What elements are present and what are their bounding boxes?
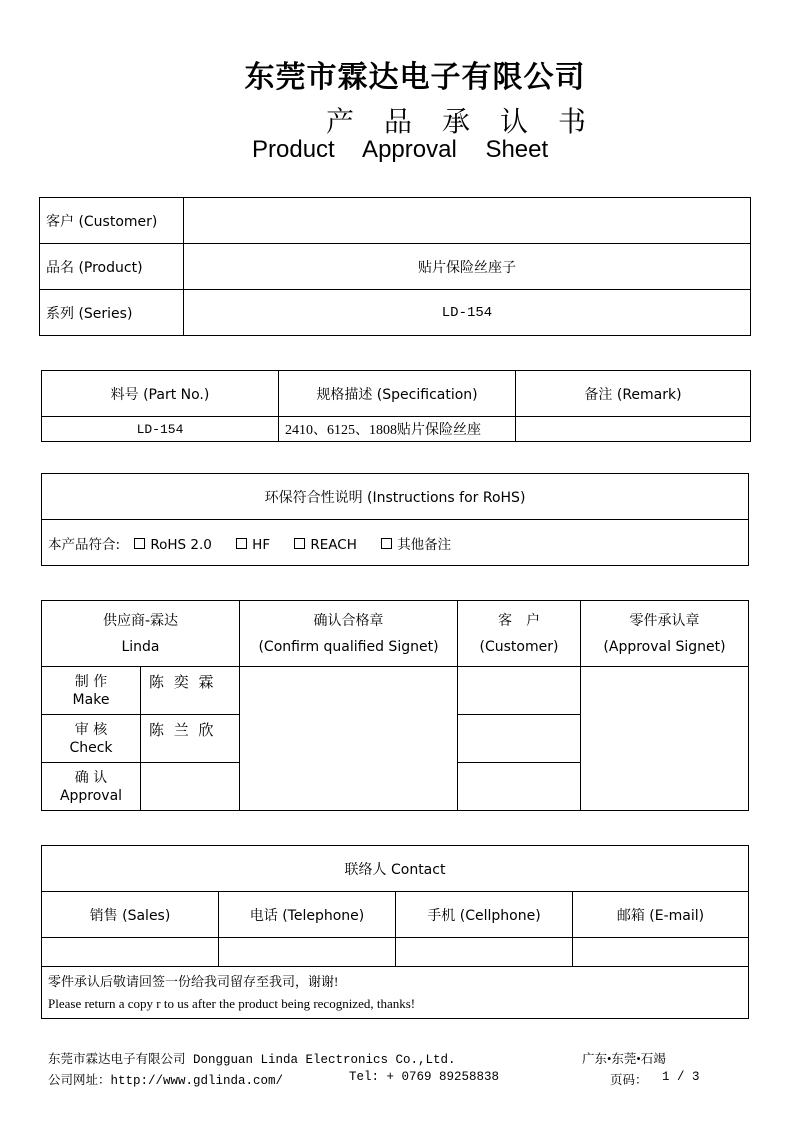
series-value: LD-154 <box>184 290 751 336</box>
part-header-row <box>42 371 751 417</box>
part-row <box>42 417 751 442</box>
footer-company: 东莞市霖达电子有限公司 Dongguan Linda Electronics Co.,Ltd. <box>48 1053 456 1067</box>
approval-signature <box>141 763 240 811</box>
customer-label: 客户 (Customer) <box>40 198 184 244</box>
part-table <box>41 370 751 442</box>
customer-approval-cell <box>458 763 581 811</box>
supplier-name: Linda <box>121 638 160 655</box>
email-header: 邮箱 (E-mail) <box>573 892 749 938</box>
approval-label-cn: 确 认 <box>74 769 108 786</box>
part-no-header: 料号 (Part No.) <box>42 371 279 417</box>
remark-value <box>516 417 751 442</box>
make-label-cn: 制 作 <box>74 673 108 690</box>
series-label: 系列 (Series) <box>40 290 184 336</box>
spec-header: 规格描述 (Specification) <box>279 371 516 417</box>
footer-website: 公司网址：http://www.gdlinda.com/ <box>48 1074 284 1088</box>
company-title: 东莞市霖达电子有限公司 <box>244 61 586 94</box>
rohs-table <box>41 473 749 566</box>
contact-note-row <box>42 967 749 1019</box>
doc-title-en: Product Approval Sheet <box>252 136 549 163</box>
hf-checkbox[interactable] <box>236 538 247 549</box>
signature-header-row <box>42 601 749 667</box>
remark-header: 备注 (Remark) <box>516 371 751 417</box>
other-option-label: 其他备注 <box>397 536 452 553</box>
contact-value-row <box>42 938 749 967</box>
reach-option-label: REACH <box>310 536 357 553</box>
customer-check-cell <box>458 715 581 763</box>
sales-header: 销售 (Sales) <box>42 892 219 938</box>
telephone-value <box>219 938 396 967</box>
cellphone-value <box>396 938 573 967</box>
check-label-en: Check <box>69 739 113 756</box>
approval-signet-box <box>581 667 749 811</box>
supplier-heading: 供应商-霖达 <box>102 612 179 629</box>
contact-table <box>41 845 749 1019</box>
make-label-en: Make <box>72 691 110 708</box>
customer-heading: 客 户 <box>498 612 540 629</box>
part-no-value: LD-154 <box>42 417 279 442</box>
signature-table <box>41 600 749 811</box>
footer-page-number: 1 / 3 <box>662 1070 700 1084</box>
return-note-cn: 零件承认后敬请回签一份给我司留存至我司，谢谢! <box>48 973 339 989</box>
footer-location: 广东•东莞•石竭 <box>582 1052 666 1066</box>
rohs-prefix: 本产品符合: <box>48 536 121 553</box>
doc-title-cn: 产品承认书 <box>326 107 617 138</box>
series-row <box>40 290 751 336</box>
return-note-en: Please return a copy r to us after the product being recognized, thanks! <box>48 995 416 1011</box>
customer-subheading: (Customer) <box>479 638 559 655</box>
make-signature: 陈 奕 霖 <box>141 667 240 715</box>
product-row <box>40 244 751 290</box>
email-value <box>573 938 749 967</box>
customer-make-cell <box>458 667 581 715</box>
confirm-signet-heading: 确认合格章 <box>313 612 384 629</box>
other-checkbox[interactable] <box>381 538 392 549</box>
check-label-cn: 审 核 <box>74 721 108 738</box>
rohs-options-row <box>42 520 749 566</box>
rohs-checkbox[interactable] <box>134 538 145 549</box>
contact-title-row <box>42 846 749 892</box>
spec-value: 2410、6125、1808贴片保险丝座 <box>279 417 516 442</box>
confirm-signet-subheading: (Confirm qualified Signet) <box>258 638 439 655</box>
contact-title: 联络人 Contact <box>42 846 749 892</box>
sales-value <box>42 938 219 967</box>
check-signature: 陈 兰 欣 <box>141 715 240 763</box>
approval-label-en: Approval <box>59 787 123 804</box>
product-value: 贴片保险丝座子 <box>184 244 751 290</box>
approval-signet-heading: 零件承认章 <box>629 612 700 629</box>
confirm-signet-box <box>240 667 458 811</box>
cellphone-header: 手机 (Cellphone) <box>396 892 573 938</box>
hf-option-label: HF <box>252 536 271 553</box>
product-label: 品名 (Product) <box>40 244 184 290</box>
customer-row <box>40 198 751 244</box>
product-info-table <box>39 197 751 336</box>
contact-header-row <box>42 892 749 938</box>
rohs-title: 环保符合性说明 (Instructions for RoHS) <box>42 474 749 520</box>
reach-checkbox[interactable] <box>294 538 305 549</box>
footer-tel: Tel: + 0769 89258838 <box>349 1070 500 1084</box>
rohs-option-label: RoHS 2.0 <box>150 536 212 553</box>
make-row <box>42 667 749 715</box>
approval-signet-subheading: (Approval Signet) <box>603 638 726 655</box>
rohs-title-row <box>42 474 749 520</box>
footer-page-label: 页码： <box>610 1074 648 1088</box>
telephone-header: 电话 (Telephone) <box>219 892 396 938</box>
customer-value <box>184 198 751 244</box>
